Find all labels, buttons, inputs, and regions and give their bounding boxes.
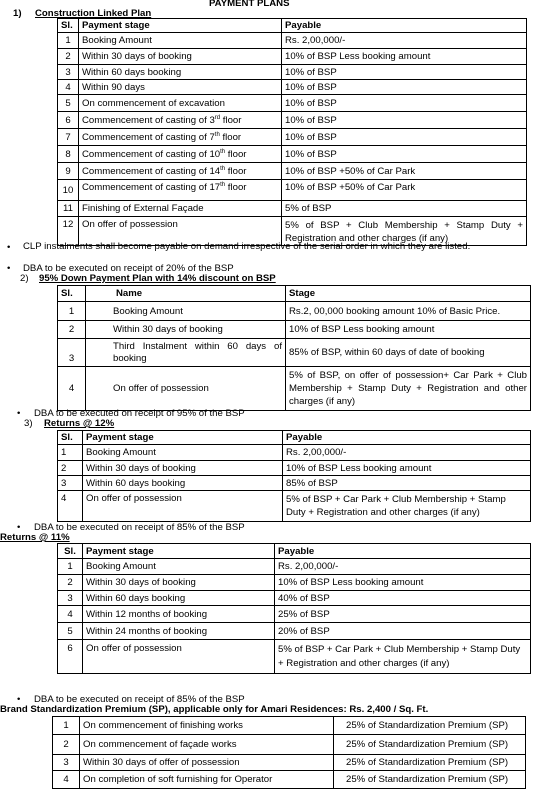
row-stage: Within 30 days of booking	[83, 461, 283, 476]
ordinal-suffix: th	[220, 148, 226, 155]
row-stage: Booking Amount	[83, 445, 283, 461]
row-sl: 8	[58, 146, 79, 163]
row-stage: Within 12 months of booking	[83, 606, 275, 623]
table-row	[58, 80, 527, 95]
row-sl: 9	[58, 163, 79, 180]
row-sl: 5	[58, 95, 79, 112]
returns-11-table	[57, 543, 531, 674]
down-payment-plan-table	[57, 285, 531, 411]
row-sl: 4	[53, 771, 80, 789]
row-name: Within 30 days of booking	[86, 321, 286, 339]
row-payable: 10% of BSP +50% of Car Park	[282, 163, 527, 180]
row-payable: 10% of BSP	[282, 146, 527, 163]
row-payable: Rs. 2,00,000/-	[275, 559, 531, 575]
section-4-heading: Returns @ 11%	[0, 532, 70, 543]
table-row	[58, 367, 531, 411]
header-payable: Payable	[275, 544, 531, 559]
row-stage: Booking Amount	[83, 559, 275, 575]
row-sl: 1	[58, 559, 83, 575]
table-row	[58, 302, 531, 321]
row-stage: Within 60 days booking	[83, 591, 275, 606]
row-sl: 3	[58, 591, 83, 606]
note-text: DBA to be executed on receipt of 85% of the BSP	[34, 522, 245, 533]
header-payment-stage: Payment stage	[83, 431, 283, 445]
row-stage: Finishing of External Façade	[79, 201, 282, 217]
row-stage	[79, 180, 282, 201]
row-payable: 10% of BSP Less booking amount	[275, 575, 531, 591]
table-row	[58, 112, 527, 129]
returns-12-table	[57, 430, 531, 522]
row-sl: 4	[58, 606, 83, 623]
table-row	[58, 640, 531, 674]
row-payable: 5% of BSP + Car Park + Club Membership + Stamp Duty + Registration and other charges (if any)	[275, 640, 531, 674]
ordinal-suffix: th	[214, 131, 220, 138]
header-name: Name	[86, 286, 286, 302]
table-row	[58, 339, 531, 367]
table-row	[58, 65, 527, 80]
table-row	[53, 771, 526, 789]
row-sl: 1	[53, 717, 80, 735]
table-row	[58, 201, 527, 217]
brand-standardization-premium-table	[52, 716, 526, 789]
row-sl: 3	[53, 755, 80, 771]
row-stage: Within 24 months of booking	[83, 623, 275, 640]
row-payable: Rs. 2,00,000/-	[282, 33, 527, 49]
row-stage	[79, 129, 282, 146]
row-sl: 3	[58, 339, 86, 367]
row-sl: 10	[58, 180, 79, 201]
bullet-icon: •	[7, 263, 11, 274]
row-sl: 6	[58, 640, 83, 674]
row-sl: 1	[58, 445, 83, 461]
section-5-heading: Brand Standardization Premium (SP), applicable only for Amari Residences: Rs. 2,400 / Sq. Ft.	[0, 704, 429, 715]
table-header-row	[58, 19, 527, 33]
bullet-icon: •	[17, 522, 21, 533]
table-row	[58, 461, 531, 476]
header-payment-stage: Payment stage	[83, 544, 275, 559]
row-payable: 20% of BSP	[275, 623, 531, 640]
row-sl: 4	[58, 491, 83, 522]
ordinal-suffix: th	[220, 165, 226, 172]
row-payable: 25% of Standardization Premium (SP)	[334, 717, 526, 735]
header-sl: Sl.	[58, 544, 83, 559]
row-sl: 2	[58, 461, 83, 476]
row-sl: 2	[58, 321, 86, 339]
row-name: On offer of possession	[86, 367, 286, 411]
row-stage: On offer of possession	[79, 217, 282, 246]
table-row	[58, 33, 527, 49]
row-payable: 25% of BSP	[275, 606, 531, 623]
row-sl: 1	[58, 302, 86, 321]
table-row	[58, 491, 531, 522]
table-row	[53, 717, 526, 735]
row-stage: Within 60 days booking	[83, 476, 283, 491]
row-payable: 25% of Standardization Premium (SP)	[334, 755, 526, 771]
row-stage: On offer of possession	[83, 640, 275, 674]
table-row	[58, 321, 531, 339]
header-sl: Sl.	[58, 431, 83, 445]
row-sl: 5	[58, 623, 83, 640]
table-header-row	[58, 286, 531, 302]
row-stage: On completion of soft furnishing for Operator	[80, 771, 334, 789]
bullet-icon: •	[17, 694, 21, 705]
table-header-row	[58, 431, 531, 445]
table-row	[58, 49, 527, 65]
row-name: Booking Amount	[86, 302, 286, 321]
row-name: Third Instalment within 60 days of booking	[86, 339, 286, 367]
ordinal-suffix: rd	[214, 114, 221, 121]
row-stage: 85% of BSP, within 60 days of date of booking	[286, 339, 531, 367]
row-sl: 12	[58, 217, 79, 246]
stage-text: Commencement of casting of 17	[82, 182, 221, 193]
note-text: DBA to be executed on receipt of 85% of the BSP	[34, 694, 245, 705]
row-payable: 25% of Standardization Premium (SP)	[334, 771, 526, 789]
row-payable: 5% of BSP	[282, 201, 527, 217]
page-title: PAYMENT PLANS	[209, 0, 290, 9]
stage-text: Commencement of casting of 10	[82, 148, 221, 160]
table-row	[53, 735, 526, 755]
row-stage: On commencement of excavation	[79, 95, 282, 112]
table-row	[58, 591, 531, 606]
row-sl: 2	[58, 49, 79, 65]
section-3-heading: Returns @ 12%	[44, 418, 115, 429]
note-text: DBA to be executed on receipt of 95% of the BSP	[34, 408, 245, 419]
table-header-row	[58, 544, 531, 559]
row-payable: Rs. 2,00,000/-	[283, 445, 531, 461]
stage-text-end: floor	[225, 182, 247, 193]
row-stage: On commencement of façade works	[80, 735, 334, 755]
table-row	[53, 755, 526, 771]
header-sl: Sl.	[58, 19, 79, 33]
row-payable: 10% of BSP	[282, 129, 527, 146]
stage-text: Commencement of casting of 3	[82, 114, 215, 126]
stage-text-end: floor	[219, 131, 242, 143]
bullet-icon: •	[17, 408, 21, 419]
row-payable: 10% of BSP	[282, 65, 527, 80]
stage-text-end: floor	[220, 114, 242, 126]
row-payable: 40% of BSP	[275, 591, 531, 606]
table-row	[58, 163, 527, 180]
row-sl: 4	[58, 80, 79, 95]
row-stage: On offer of possession	[83, 491, 283, 522]
construction-linked-plan-table	[57, 18, 527, 246]
ordinal-suffix: th	[220, 181, 226, 188]
row-stage: 5% of BSP, on offer of possession+ Car Park + Club Membership + Stamp Duty + Registration and other charges (if any)	[286, 367, 531, 411]
row-stage: Rs.2, 00,000 booking amount 10% of Basic Price.	[286, 302, 531, 321]
row-payable: 10% of BSP +50% of Car Park	[282, 180, 527, 201]
header-payment-stage: Payment stage	[79, 19, 282, 33]
table-row	[58, 476, 531, 491]
table-row	[58, 445, 531, 461]
header-stage: Stage	[286, 286, 531, 302]
row-payable: 10% of BSP Less booking amount	[282, 49, 527, 65]
row-payable: 10% of BSP	[282, 95, 527, 112]
stage-text: Commencement of casting of 7	[82, 131, 215, 143]
stage-text-end: floor	[225, 148, 247, 160]
row-payable: 5% of BSP + Car Park + Club Membership + Stamp Duty + Registration and other charges (if any)	[283, 491, 531, 522]
row-stage: Within 30 days of offer of possession	[80, 755, 334, 771]
row-stage: 10% of BSP Less booking amount	[286, 321, 531, 339]
row-stage	[79, 146, 282, 163]
row-stage	[79, 112, 282, 129]
row-sl: 1	[58, 33, 79, 49]
row-payable: 10% of BSP	[282, 80, 527, 95]
table-row	[58, 559, 531, 575]
table-row	[58, 575, 531, 591]
row-payable: 10% of BSP	[282, 112, 527, 129]
section-1-heading: Construction Linked Plan	[35, 8, 152, 19]
table-row	[58, 146, 527, 163]
row-stage	[79, 163, 282, 180]
table-row	[58, 95, 527, 112]
row-payable: 5% of BSP + Club Membership + Stamp Duty + Registration and other charges (if any)	[282, 217, 527, 246]
header-payable: Payable	[282, 19, 527, 33]
row-sl: 4	[58, 367, 86, 411]
dba-note-3	[17, 522, 497, 533]
row-sl: 3	[58, 65, 79, 80]
row-sl: 2	[58, 575, 83, 591]
header-sl: Sl.	[58, 286, 86, 302]
stage-text: Commencement of casting of 14	[82, 165, 221, 177]
row-stage: Within 30 days of booking	[83, 575, 275, 591]
bullet-icon: •	[7, 242, 11, 253]
row-payable: 10% of BSP Less booking amount	[283, 461, 531, 476]
row-sl: 7	[58, 129, 79, 146]
row-stage: On commencement of finishing works	[80, 717, 334, 735]
section-2-number: 2)	[20, 273, 29, 284]
row-sl: 3	[58, 476, 83, 491]
clp-note	[7, 242, 507, 252]
row-stage: Within 30 days of booking	[79, 49, 282, 65]
note-text: DBA to be executed on receipt of 20% of the BSP	[23, 263, 234, 274]
row-stage: Within 90 days	[79, 80, 282, 95]
section-3-number: 3)	[24, 418, 33, 429]
table-row	[58, 180, 527, 201]
row-sl: 2	[53, 735, 80, 755]
row-payable: 85% of BSP	[283, 476, 531, 491]
row-stage: Booking Amount	[79, 33, 282, 49]
table-row	[58, 129, 527, 146]
section-1-number: 1)	[13, 8, 22, 19]
row-sl: 11	[58, 201, 79, 217]
stage-text-end: floor	[225, 165, 247, 177]
row-stage: Within 60 days booking	[79, 65, 282, 80]
note-text: CLP instalments shall become payable on demand irrespective of the serial order in which they are listed.	[23, 241, 471, 252]
section-2-heading: 95% Down Payment Plan with 14% discount on BSP	[39, 273, 276, 284]
row-payable: 25% of Standardization Premium (SP)	[334, 735, 526, 755]
header-payable: Payable	[283, 431, 531, 445]
row-sl: 6	[58, 112, 79, 129]
table-row	[58, 606, 531, 623]
table-row	[58, 623, 531, 640]
